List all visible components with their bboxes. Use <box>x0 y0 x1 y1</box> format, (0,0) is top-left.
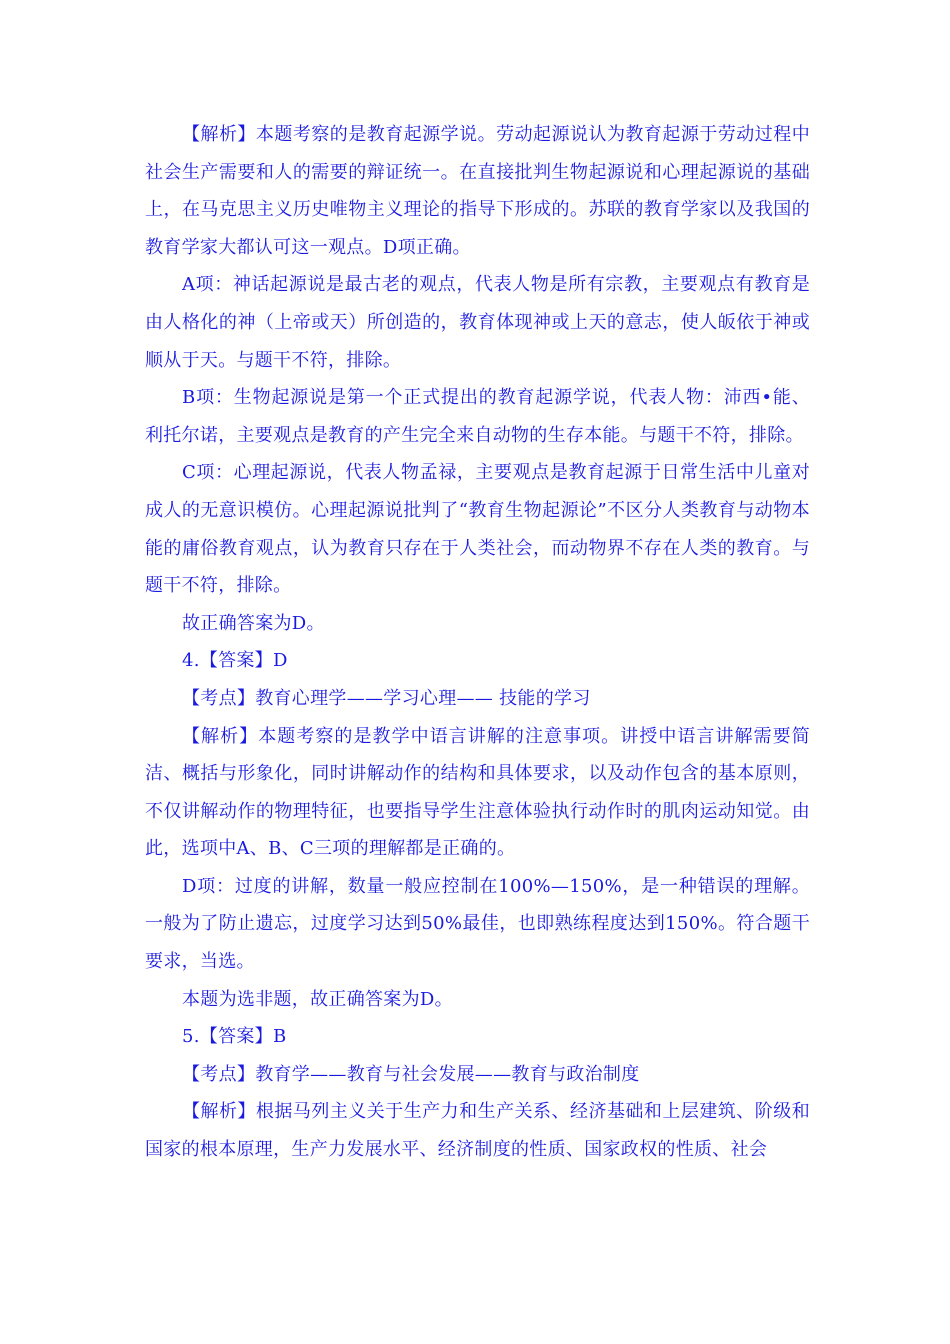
paragraph-text: 教育学——教育与社会发展——教育与政治制度 <box>255 1063 640 1085</box>
paragraph-text: C项：心理起源说，代表人物孟禄，主要观点是教育起源于日常生活中儿童对成人的无意识模仿。心理起源说批判了“教育生物起源论”不区分人类教育与动物本能的庸俗教育观点，认为教育只存在于人类社会，而动物界不存在人类的教育。与题干不符，排除。 <box>145 462 810 597</box>
conclusion-paragraph <box>145 605 810 643</box>
answer-4-paragraph <box>145 642 810 680</box>
option-a-paragraph <box>145 266 810 379</box>
conclusion-4-paragraph <box>145 981 810 1019</box>
analysis-4-paragraph <box>145 718 810 868</box>
paragraph-text: 教育心理学——学习心理—— 技能的学习 <box>255 687 591 709</box>
paragraph-text: 故正确答案为D。 <box>182 612 325 634</box>
section-label: 【考点】 <box>182 1063 256 1085</box>
analysis-5-paragraph <box>145 1093 810 1168</box>
section-label: 【解析】 <box>182 725 259 747</box>
paragraph-text: 本题考察的是教育起源学说。劳动起源说认为教育起源于劳动过程中社会生产需要和人的需要的辩证统一。在直接批判生物起源说和心理起源说的基础上，在马克思主义历史唯物主义理论的指导下形成的。苏联的教育学家以及我国的教育学家大都认可这一观点。D项正确。 <box>145 124 810 258</box>
paragraph-text: D项：过度的讲解，数量一般应控制在100%—150%，是一种错误的理解。一般为了防止遗忘，过度学习达到50%最佳，也即熟练程度达到150%。符合题干要求，当选。 <box>145 875 810 973</box>
paragraph-text: A项：神话起源说是最古老的观点，代表人物是所有宗教，主要观点有教育是由人格化的神（上帝或天）所创造的，教育体现神或上天的意志，使人皈依于神或顺从于天。与题干不符，排除。 <box>145 274 810 371</box>
section-label: 【解析】 <box>182 124 256 145</box>
section-label: 【考点】 <box>182 687 256 709</box>
document-page <box>145 116 810 1169</box>
key-point-4-paragraph <box>145 680 810 718</box>
section-label: 4.【答案】 <box>182 650 273 672</box>
paragraph-text: 本题为选非题，故正确答案为D。 <box>182 988 453 1010</box>
section-label: 【解析】 <box>182 1101 256 1123</box>
option-c-paragraph <box>145 454 810 604</box>
answer-5-paragraph <box>145 1018 810 1056</box>
section-label: 5.【答案】 <box>182 1026 273 1048</box>
paragraph-text: 根据马列主义关于生产力和生产关系、经济基础和上层建筑、阶级和国家的根本原理，生产力发展水平、经济制度的性质、国家政权的性质、社会 <box>145 1101 810 1161</box>
analysis-paragraph <box>145 116 810 266</box>
key-point-5-paragraph <box>145 1056 810 1094</box>
paragraph-text: 本题考察的是教学中语言讲解的注意事项。讲授中语言讲解需要简洁、概括与形象化，同时讲解动作的结构和具体要求，以及动作包含的基本原则，不仅讲解动作的物理特征，也要指导学生注意体验执行动作时的肌肉运动知觉。由此，选项中A、B、C三项的理解都是正确的。 <box>145 725 810 860</box>
option-b-paragraph <box>145 379 810 454</box>
paragraph-text: D <box>272 650 288 672</box>
paragraph-text: B <box>272 1026 287 1048</box>
paragraph-text: B项：生物起源说是第一个正式提出的教育起源学说，代表人物：沛西•能、利托尔诺，主要观点是教育的产生完全来自动物的生存本能。与题干不符，排除。 <box>145 387 810 446</box>
option-d-paragraph <box>145 868 810 981</box>
